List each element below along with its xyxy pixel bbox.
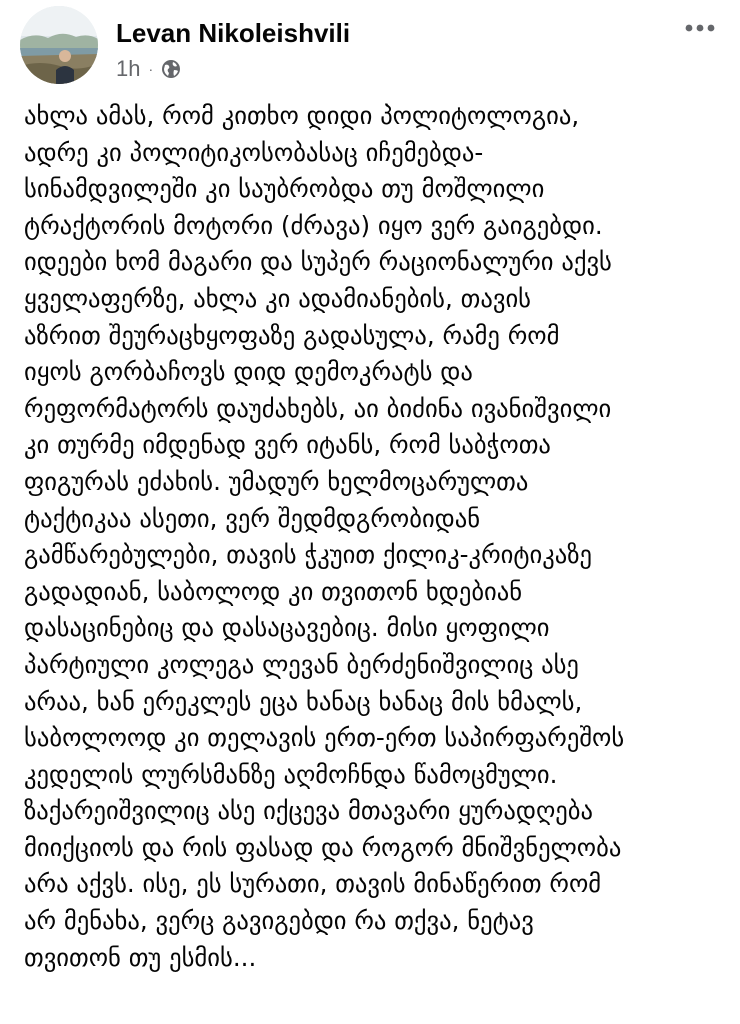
post-text-line: კედელის ლურსმანზე აღმოჩნდა წამოცმული. <box>24 759 558 789</box>
post-text-line: ფიგურას ეძახის. უმადურ ხელმოცარულთა <box>24 466 529 496</box>
post-meta <box>116 56 181 82</box>
post-text-line: იყოს გორბაჩოვს დიდ დემოკრატს და <box>24 357 473 387</box>
post-body <box>24 98 724 976</box>
post-text-line: გადადიან, საბოლოდ კი თვითონ ხდებიან <box>24 576 523 606</box>
author-name[interactable]: Levan Nikoleishvili <box>116 18 351 48</box>
post-text-line: ზაქარეიშვილიც ასე იქცევა მთავარი ყურადღება <box>24 796 594 826</box>
globe-icon[interactable] <box>161 59 181 79</box>
more-options-icon <box>685 24 715 32</box>
post-text-line: გამწარებულები, თავის ჭკუით ქილიკ-კრიტიკაზე <box>24 540 593 570</box>
post-text-line: ტრაქტორის მოტორი (ძრავა) იყო ვერ გაიგებდი. <box>24 210 603 240</box>
post-text-line: რეფორმატორს დაუძახებს, აი ბიძინა ივანიშვილი <box>24 393 612 423</box>
avatar-photo <box>20 6 98 84</box>
post-text-line: არა აქვს. ისე, ეს სურათი, თავის მინაწერით რომ <box>24 869 602 899</box>
post-time[interactable]: 1h <box>116 56 141 81</box>
post-text-line: ადრე კი პოლიტიკოსობასაც იჩემებდა- <box>24 137 484 167</box>
post-text-line: პარტიული კოლეგა ლევან ბერძენიშვილიც ასე <box>24 649 579 679</box>
post-text-line: საბოლოოდ კი თელავის ერთ-ერთ საპირფარეშოს <box>24 723 625 753</box>
post-text-line: კი თურმე იმდენად ვერ იტანს, რომ საბჭოთა <box>24 430 551 460</box>
post-text-line: დასაცინებიც და დასაცავებიც. მისი ყოფილი <box>24 613 550 643</box>
post-text-line: ახლა ამას, რომ კითხო დიდი პოლიტოლოგია, <box>24 101 580 130</box>
post-text-line: იდეები ხომ მაგარი და სუპერ რაციონალური აქვს <box>24 247 612 277</box>
post-text-line: თვითონ თუ ესმის... <box>24 942 257 972</box>
avatar[interactable] <box>20 6 98 84</box>
post-text-line: სინამდვილეში კი საუბრობდა თუ მოშლილი <box>24 174 545 204</box>
post-text-line: ყველაფერზე, ახლა კი ადამიანების, თავის <box>24 283 532 313</box>
post-text-line: არაა, ხან ერეკლეს ეცა ხანაც ხანაც მის ხმალს, <box>24 686 583 716</box>
post-text-line: არ მენახა, ვერც გავიგებდი რა თქვა, ნეტავ <box>24 906 534 936</box>
post-header <box>20 6 720 86</box>
post-text-line: მიიქციოს და რის ფასად და როგორ მნიშვნელობა <box>24 832 622 862</box>
meta-separator: · <box>148 61 154 77</box>
more-options-button[interactable] <box>680 10 720 46</box>
post-text-line: ტაქტიკაა ასეთი, ვერ შედმდგრობიდან <box>24 503 481 533</box>
post-text-line: აზრით შეურაცხყოფაზე გადასულა, რამე რომ <box>24 320 560 350</box>
